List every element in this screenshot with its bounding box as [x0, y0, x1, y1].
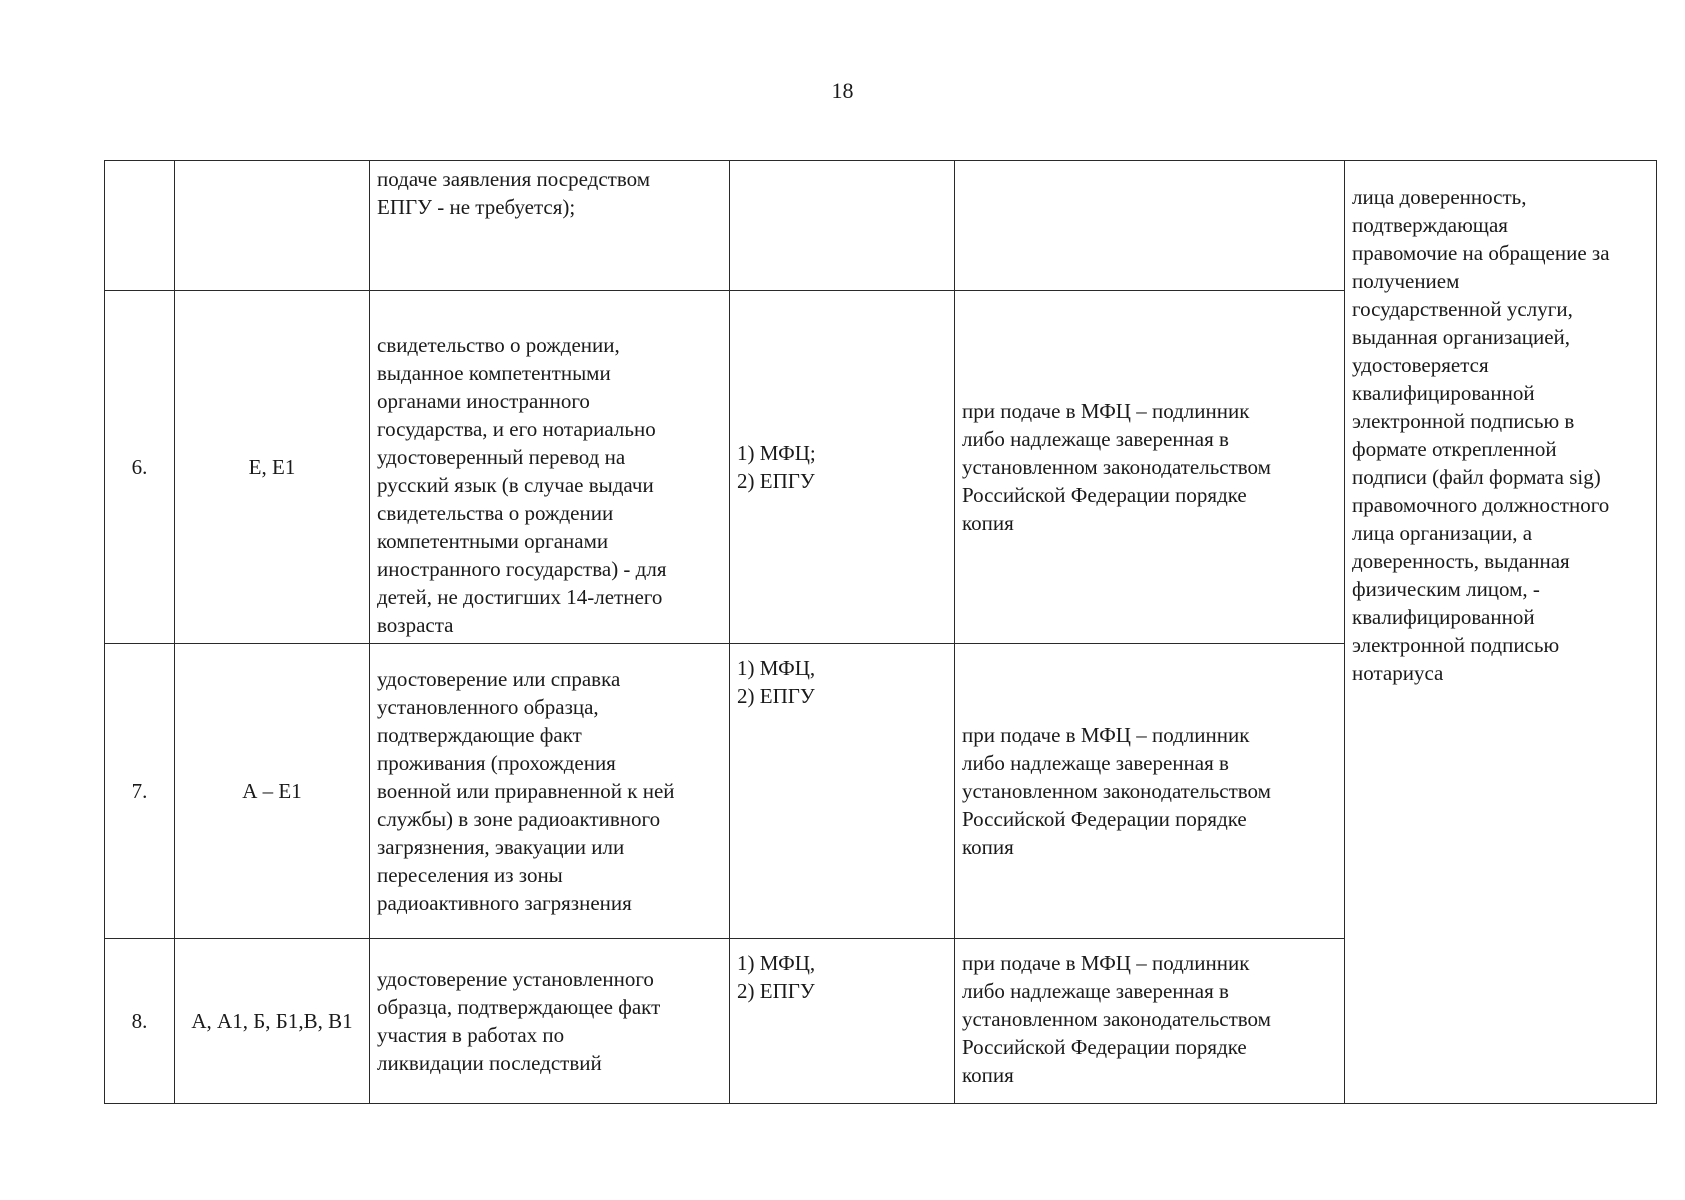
text-line: 2) ЕПГУ [737, 469, 815, 493]
text-line: свидетельство о рождении, [377, 333, 620, 357]
text-line: Российской Федерации порядке [962, 1035, 1247, 1059]
document-cell [370, 161, 730, 291]
requirement-cell [955, 291, 1345, 644]
text-line: русский язык (в случае выдачи [377, 473, 654, 497]
text-line: электронной подписью в [1352, 409, 1575, 433]
categories-cell: А – Е1 [175, 644, 370, 939]
text-line: 1) МФЦ; [737, 441, 816, 465]
number-cell: 6. [105, 291, 175, 644]
channel-text [737, 949, 947, 1005]
text-line: лица организации, а [1352, 521, 1533, 545]
table-row-continuation [105, 161, 1657, 291]
text-line: либо надлежаще заверенная в [962, 427, 1229, 451]
requirement-cell [955, 644, 1345, 939]
text-line: подтверждающая [1352, 213, 1508, 237]
text-line: подаче заявления посредством [377, 167, 650, 191]
text-line: правомочного должностного [1352, 493, 1610, 517]
categories-cell: Е, Е1 [175, 291, 370, 644]
channel-cell [730, 291, 955, 644]
text-line: удостоверение или справка [377, 667, 621, 691]
text-line: 2) ЕПГУ [737, 684, 815, 708]
text-line: правомочие на обращение за [1352, 241, 1610, 265]
note-text [1352, 183, 1649, 687]
text-line: 1) МФЦ, [737, 951, 816, 975]
text-line: 1) МФЦ, [737, 656, 816, 680]
text-line: удостоверяется [1352, 353, 1489, 377]
text-line: участия в работах по [377, 1023, 565, 1047]
requirement-cell [955, 161, 1345, 291]
channel-text [737, 654, 947, 710]
document-text [377, 965, 722, 1077]
text-line: квалифицированной [1352, 605, 1535, 629]
text-line: органами иностранного [377, 389, 590, 413]
number-cell [105, 161, 175, 291]
requirement-text [962, 397, 1337, 537]
categories-cell: А, А1, Б, Б1,В, В1 [175, 939, 370, 1104]
text-line: копия [962, 1063, 1014, 1087]
note-cell [1345, 161, 1657, 1104]
text-line: возраста [377, 613, 454, 637]
document-cell [370, 939, 730, 1104]
text-line: загрязнения, эвакуации или [377, 835, 625, 859]
text-line: при подаче в МФЦ – подлинник [962, 723, 1250, 747]
channel-cell [730, 939, 955, 1104]
text-line: компетентными органами [377, 529, 609, 553]
document-text [377, 165, 722, 221]
text-line: квалифицированной [1352, 381, 1535, 405]
text-line: выданное компетентными [377, 361, 611, 385]
text-line: установленном законодательством [962, 779, 1271, 803]
text-line: установленном законодательством [962, 455, 1271, 479]
requirement-text [962, 721, 1337, 861]
text-line: получением [1352, 269, 1460, 293]
text-line: физическим лицом, - [1352, 577, 1540, 601]
text-line: удостоверенный перевод на [377, 445, 626, 469]
channel-cell [730, 161, 955, 291]
text-line: иностранного государства) - для [377, 557, 667, 581]
text-line: государства, и его нотариально [377, 417, 656, 441]
document-cell [370, 291, 730, 644]
text-line: свидетельства о рождении [377, 501, 614, 525]
text-line: детей, не достигших 14-летнего [377, 585, 663, 609]
categories-cell [175, 161, 370, 291]
channel-text [737, 439, 947, 495]
text-line: при подаче в МФЦ – подлинник [962, 399, 1250, 423]
requirement-cell [955, 939, 1345, 1104]
text-line: ЕПГУ - не требуется); [377, 195, 576, 219]
text-line: службы) в зоне радиоактивного [377, 807, 661, 831]
text-line: военной или приравненной к ней [377, 779, 675, 803]
text-line: копия [962, 511, 1014, 535]
text-line: выданная организацией, [1352, 325, 1571, 349]
text-line: либо надлежаще заверенная в [962, 979, 1229, 1003]
text-line: радиоактивного загрязнения [377, 891, 632, 915]
text-line: копия [962, 835, 1014, 859]
text-line: установленного образца, [377, 695, 599, 719]
document-text [377, 665, 722, 917]
text-line: подписи (файл формата sig) [1352, 465, 1601, 489]
text-line: либо надлежаще заверенная в [962, 751, 1229, 775]
number-cell: 8. [105, 939, 175, 1104]
text-line: переселения из зоны [377, 863, 563, 887]
text-line: подтверждающие факт [377, 723, 582, 747]
text-line: удостоверение установленного [377, 967, 654, 991]
text-line: доверенность, выданная [1352, 549, 1570, 573]
documents-table [104, 160, 1657, 1104]
text-line: нотариуса [1352, 661, 1444, 685]
text-line: формате открепленной [1352, 437, 1557, 461]
document-cell [370, 644, 730, 939]
page-number: 18 [831, 78, 854, 103]
text-line: ликвидации последствий [377, 1051, 602, 1075]
text-line: установленном законодательством [962, 1007, 1271, 1031]
channel-cell [730, 644, 955, 939]
text-line: при подаче в МФЦ – подлинник [962, 951, 1250, 975]
text-line: государственной услуги, [1352, 297, 1573, 321]
text-line: проживания (прохождения [377, 751, 616, 775]
number-cell: 7. [105, 644, 175, 939]
text-line: электронной подписью [1352, 633, 1560, 657]
document-text [377, 331, 722, 639]
text-line: Российской Федерации порядке [962, 807, 1247, 831]
text-line: 2) ЕПГУ [737, 979, 815, 1003]
text-line: лица доверенность, [1352, 185, 1527, 209]
requirement-text [962, 949, 1337, 1089]
text-line: образца, подтверждающее факт [377, 995, 661, 1019]
text-line: Российской Федерации порядке [962, 483, 1247, 507]
